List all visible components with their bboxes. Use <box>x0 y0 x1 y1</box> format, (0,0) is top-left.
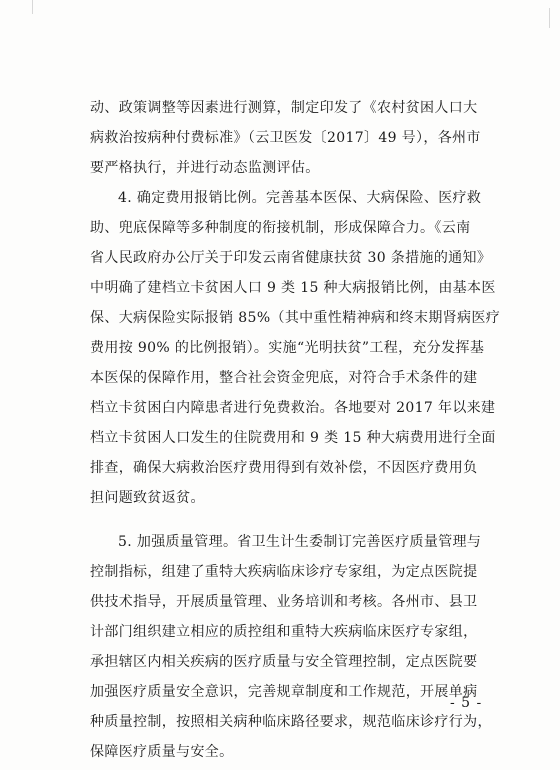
text-line: 中明确了建档立卡贫困人口 9 类 15 种大病报销比例，由基本医 <box>90 280 496 296</box>
text-line: 动、政策调整等因素进行测算，制定印发了《农村贫困人口大 <box>90 100 478 116</box>
paragraph-gap <box>90 513 490 527</box>
text-line: 控制指标，组建了重特大疾病临床诊疗专家组，为定点医院提 <box>90 564 478 580</box>
text-line: 承担辖区内相关疾病的医疗质量与安全管理控制，定点医院要 <box>90 654 478 670</box>
text-line: 计部门组织建立相应的质控组和重特大疾病临床医疗专家组， <box>90 624 478 640</box>
text-line: 要严格执行，并进行动态监测评估。 <box>90 160 320 176</box>
text-line: 费用按 90% 的比例报销）。实施“光明扶贫”工程，充分发挥基 <box>90 340 485 356</box>
text-line: 本医保的保障作用，整合社会资金兜底，对符合手术条件的建 <box>90 370 478 386</box>
section-heading-line: 5. 加强质量管理。省卫生计生委制订完善医疗质量管理与 <box>118 534 482 550</box>
text-line: 保、大病保险实际报销 85%（其中重性精神病和终末期肾病医疗 <box>90 310 501 326</box>
text-line: 省人民政府办公厅关于印发云南省健康扶贫 30 条措施的通知》 <box>90 250 492 266</box>
text-line: 供技术指导，开展质量管理、业务培训和考核。各州市、县卫 <box>90 594 478 610</box>
text-line: 排查，确保大病救治医疗费用得到有效补偿，不因医疗费用负 <box>90 460 478 476</box>
page-number: - 5 - <box>450 695 483 711</box>
text-line: 病救治按病种付费标准》（云卫医发〔2017〕49 号），各州市 <box>90 130 481 146</box>
text-line: 保障医疗质量与安全。 <box>90 744 234 760</box>
text-line: 加强医疗质量安全意识，完善规章制度和工作规范，开展单病 <box>90 684 478 700</box>
section-heading-line: 4. 确定费用报销比例。完善基本医保、大病保险、医疗救 <box>118 190 482 206</box>
text-line: 种质量控制，按照相关病种临床路径要求，规范临床诊疗行为， <box>90 714 492 730</box>
document-body <box>90 93 501 767</box>
text-line: 档立卡贫困白内障患者进行免费救治。各地要对 2017 年以来建 <box>90 400 496 416</box>
scan-edge-mark <box>32 0 33 14</box>
scan-edge-mark-right <box>549 8 550 28</box>
text-line: 担问题致贫返贫。 <box>90 490 205 506</box>
text-line: 助、兜底保障等多种制度的衔接机制，形成保障合力。《云南 <box>90 220 471 236</box>
text-line: 档立卡贫困人口发生的住院费用和 9 类 15 种大病费用进行全面 <box>90 430 496 446</box>
